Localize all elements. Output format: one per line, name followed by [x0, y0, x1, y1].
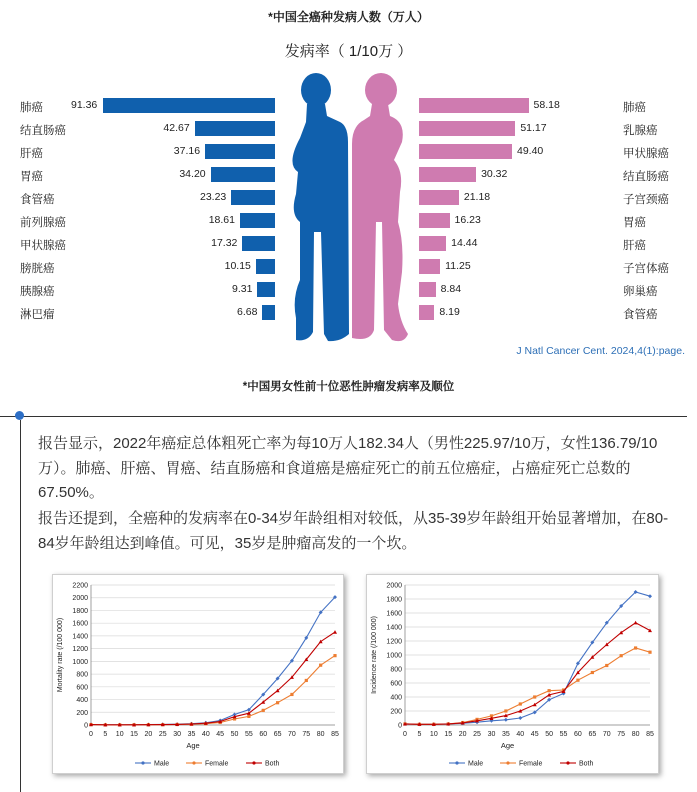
series-line-both	[91, 632, 335, 725]
male-bar-value: 10.15	[224, 260, 251, 272]
female-bar	[419, 98, 529, 113]
x-tick-label: 25	[158, 731, 167, 738]
y-tick-label: 600	[76, 684, 88, 692]
male-bar-value: 9.31	[232, 283, 253, 295]
y-tick-label: 1600	[72, 620, 88, 628]
male-bar-label: 前列腺癌	[20, 217, 66, 229]
x-axis-label: Age	[186, 741, 200, 750]
y-tick-label: 2000	[386, 582, 402, 590]
x-tick-label: 25	[473, 731, 481, 738]
x-tick-label: 5	[103, 731, 108, 738]
timeline-dot-icon	[15, 411, 24, 420]
data-point	[262, 709, 265, 712]
data-point	[634, 646, 637, 649]
data-point	[333, 630, 337, 634]
x-tick-label: 20	[144, 731, 153, 738]
male-bar-label: 淋巴瘤	[20, 309, 55, 321]
data-point	[620, 654, 623, 657]
timeline-line	[20, 420, 21, 792]
female-bar-label: 子宫颈癌	[623, 194, 669, 206]
y-tick-label: 1800	[72, 607, 88, 615]
female-bar	[419, 121, 515, 136]
female-bar-value: 51.17	[520, 122, 547, 134]
data-point	[504, 709, 507, 712]
male-bar-value: 91.36	[71, 99, 98, 111]
y-tick-label: 1400	[386, 624, 402, 632]
male-bar	[240, 213, 275, 228]
male-bar-value: 6.68	[237, 306, 258, 318]
incidence-chart	[366, 574, 659, 774]
y-tick-label: 200	[390, 708, 402, 716]
article-paragraph-2: 报告还提到，全癌种的发病率在0-34岁年龄组相对较低，从35-39岁年龄组开始显著增加，在80-84岁年龄组达到峰值。可见，35岁是肿瘤高发的一个坎。	[38, 510, 669, 552]
series-line-female	[91, 656, 335, 725]
male-bar	[103, 98, 275, 113]
x-tick-label: 60	[574, 731, 582, 738]
y-tick-label: 1200	[386, 638, 402, 646]
section-divider	[0, 416, 687, 417]
male-bar-label: 胃癌	[20, 171, 43, 183]
female-bar-label: 甲状腺癌	[623, 148, 669, 160]
data-point	[605, 664, 608, 667]
legend-label: Male	[468, 760, 484, 768]
male-bar	[205, 144, 275, 159]
x-tick-label: 65	[273, 731, 282, 738]
legend-marker	[455, 761, 458, 764]
x-tick-label: 30	[487, 731, 496, 738]
data-point	[319, 664, 322, 667]
x-tick-label: 50	[230, 731, 239, 738]
legend-marker	[252, 761, 255, 764]
y-tick-label: 400	[76, 697, 88, 705]
y-tick-label: 2000	[72, 595, 88, 603]
y-tick-label: 1200	[72, 646, 88, 654]
male-bar-label: 胰腺癌	[20, 286, 55, 298]
female-bar-value: 16.23	[454, 214, 481, 226]
male-bar-label: 膀胱癌	[20, 263, 55, 275]
female-bar-value: 8.19	[439, 306, 460, 318]
y-tick-label: 1000	[72, 658, 88, 666]
female-bar	[419, 236, 446, 251]
male-bar-value: 18.61	[208, 214, 235, 226]
data-point	[504, 718, 508, 722]
female-bar-value: 58.18	[533, 99, 560, 111]
female-bar-label: 胃癌	[623, 217, 646, 229]
female-silhouette-icon	[352, 73, 408, 341]
female-bar	[419, 190, 459, 205]
legend-marker	[506, 761, 509, 764]
data-point	[591, 671, 594, 674]
data-point	[634, 621, 638, 625]
female-bar-value: 21.18	[463, 191, 491, 203]
male-bar	[256, 259, 275, 274]
male-bar-label: 肝癌	[20, 148, 43, 160]
data-point	[519, 702, 522, 705]
data-point	[576, 679, 579, 682]
male-bar	[195, 121, 275, 136]
female-bar-value: 49.40	[517, 145, 544, 157]
mortality-chart	[52, 574, 344, 774]
y-tick-label: 1000	[386, 652, 402, 660]
citation: J Natl Cancer Cent. 2024,4(1):page.	[516, 345, 685, 357]
female-bar-label: 结直肠癌	[623, 171, 669, 183]
legend-label: Female	[519, 760, 543, 768]
x-tick-label: 0	[89, 731, 93, 738]
female-bar-label: 乳腺癌	[623, 125, 658, 137]
series-line-male	[405, 592, 650, 724]
data-point	[648, 651, 651, 654]
y-tick-label: 600	[390, 680, 402, 688]
y-tick-label: 1400	[72, 633, 88, 641]
male-bar-value: 42.67	[163, 122, 190, 134]
female-bar-label: 子宫体癌	[623, 263, 669, 275]
x-tick-label: 45	[530, 731, 539, 738]
legend-label: Female	[205, 760, 229, 768]
x-tick-label: 45	[216, 731, 225, 738]
data-point	[305, 679, 308, 682]
legend-marker	[192, 761, 195, 764]
x-tick-label: 55	[559, 731, 568, 738]
legend-marker	[141, 761, 144, 764]
top-caption: *中国全癌种发病人数（万人）	[268, 10, 429, 24]
x-tick-label: 85	[331, 731, 339, 738]
x-tick-label: 75	[617, 731, 626, 738]
female-bar	[419, 282, 436, 297]
mortality-chart-svg	[53, 575, 343, 773]
female-bar	[419, 213, 450, 228]
male-bar-value: 37.16	[173, 145, 201, 157]
x-tick-label: 35	[501, 731, 510, 738]
x-tick-label: 0	[403, 731, 407, 738]
y-tick-label: 2200	[72, 582, 88, 590]
article-paragraph-1: 报告显示，2022年癌症总体粗死亡率为每10万人182.34人（男性225.97/10万，女性136.79/10万）。肺癌、肝癌、胃癌、结直肠癌和食道癌是癌症死亡的前五位癌症，占癌症死亡总数的 67.50%。	[38, 435, 658, 501]
legend-label: Both	[579, 760, 594, 768]
data-point	[290, 693, 293, 696]
female-bar	[419, 144, 512, 159]
male-bar-label: 食管癌	[20, 194, 55, 206]
x-tick-label: 20	[458, 731, 467, 738]
legend-label: Both	[265, 760, 280, 768]
series-line-female	[405, 648, 650, 724]
female-bar-value: 14.44	[451, 237, 478, 249]
x-tick-label: 5	[417, 731, 422, 738]
y-tick-label: 800	[390, 666, 402, 674]
y-tick-label: 400	[390, 694, 402, 702]
legend-label: Male	[154, 760, 170, 768]
x-tick-label: 15	[444, 731, 453, 738]
data-point	[648, 594, 652, 598]
female-bar-label: 卵巢癌	[623, 286, 658, 298]
female-bar-value: 11.25	[445, 260, 471, 272]
y-axis-label: Incidence rate (/100 000)	[371, 616, 378, 694]
data-point	[548, 689, 551, 692]
x-tick-label: 70	[602, 731, 611, 738]
male-silhouette-icon	[292, 73, 349, 341]
female-bar-label: 肺癌	[623, 102, 646, 114]
male-bar-value: 23.23	[200, 191, 227, 203]
female-bar-label: 食管癌	[623, 309, 658, 321]
x-tick-label: 15	[130, 731, 138, 738]
data-point	[533, 695, 536, 698]
male-bar-label: 甲状腺癌	[20, 240, 66, 252]
series-line-male	[91, 597, 335, 725]
male-bar-label: 结直肠癌	[20, 125, 66, 137]
female-bar	[419, 259, 440, 274]
x-axis-label: Age	[500, 741, 515, 750]
male-bar	[242, 236, 275, 251]
male-bar	[231, 190, 275, 205]
x-tick-label: 80	[631, 731, 640, 738]
x-tick-label: 10	[429, 731, 438, 738]
female-bar	[419, 305, 434, 320]
x-tick-label: 50	[545, 731, 554, 738]
figure-caption: *中国男女性前十位恶性肿瘤发病率及顺位	[242, 381, 455, 393]
rate-title: 发病率（ 1/10万 ）	[284, 43, 413, 60]
x-tick-label: 40	[516, 731, 525, 738]
male-bar	[257, 282, 275, 297]
male-bar	[211, 167, 275, 182]
x-tick-label: 75	[302, 731, 311, 738]
x-tick-label: 70	[288, 731, 296, 738]
female-bar	[419, 167, 476, 182]
series-line-both	[405, 623, 650, 725]
legend-marker	[566, 761, 569, 764]
male-bar	[262, 305, 275, 320]
data-point	[518, 716, 522, 720]
y-tick-label: 0	[84, 722, 88, 730]
x-tick-label: 35	[187, 731, 196, 738]
x-tick-label: 60	[259, 731, 268, 738]
x-tick-label: 65	[588, 731, 597, 738]
y-tick-label: 200	[76, 709, 88, 717]
female-bar-value: 8.84	[440, 283, 462, 295]
data-point	[276, 701, 279, 704]
male-bar-value: 17.32	[211, 237, 238, 249]
male-bar-value: 34.20	[179, 168, 206, 180]
female-bar-label: 肝癌	[623, 240, 646, 252]
female-bar-value: 30.32	[481, 168, 508, 180]
x-tick-label: 80	[316, 731, 325, 738]
y-tick-label: 1800	[386, 596, 402, 604]
data-point	[333, 654, 336, 657]
x-tick-label: 30	[173, 731, 182, 738]
male-bar-label: 肺癌	[20, 102, 43, 114]
y-tick-label: 0	[398, 722, 402, 730]
data-point	[247, 715, 250, 718]
y-tick-label: 800	[76, 671, 88, 679]
x-tick-label: 55	[244, 731, 253, 738]
x-tick-label: 10	[115, 731, 124, 738]
y-tick-label: 1600	[386, 610, 402, 618]
x-tick-label: 40	[201, 731, 210, 738]
incidence-chart-svg	[367, 575, 658, 773]
y-axis-label: Mortality rate (/100 000)	[57, 617, 64, 693]
x-tick-label: 85	[646, 731, 654, 738]
human-silhouettes	[280, 72, 420, 344]
